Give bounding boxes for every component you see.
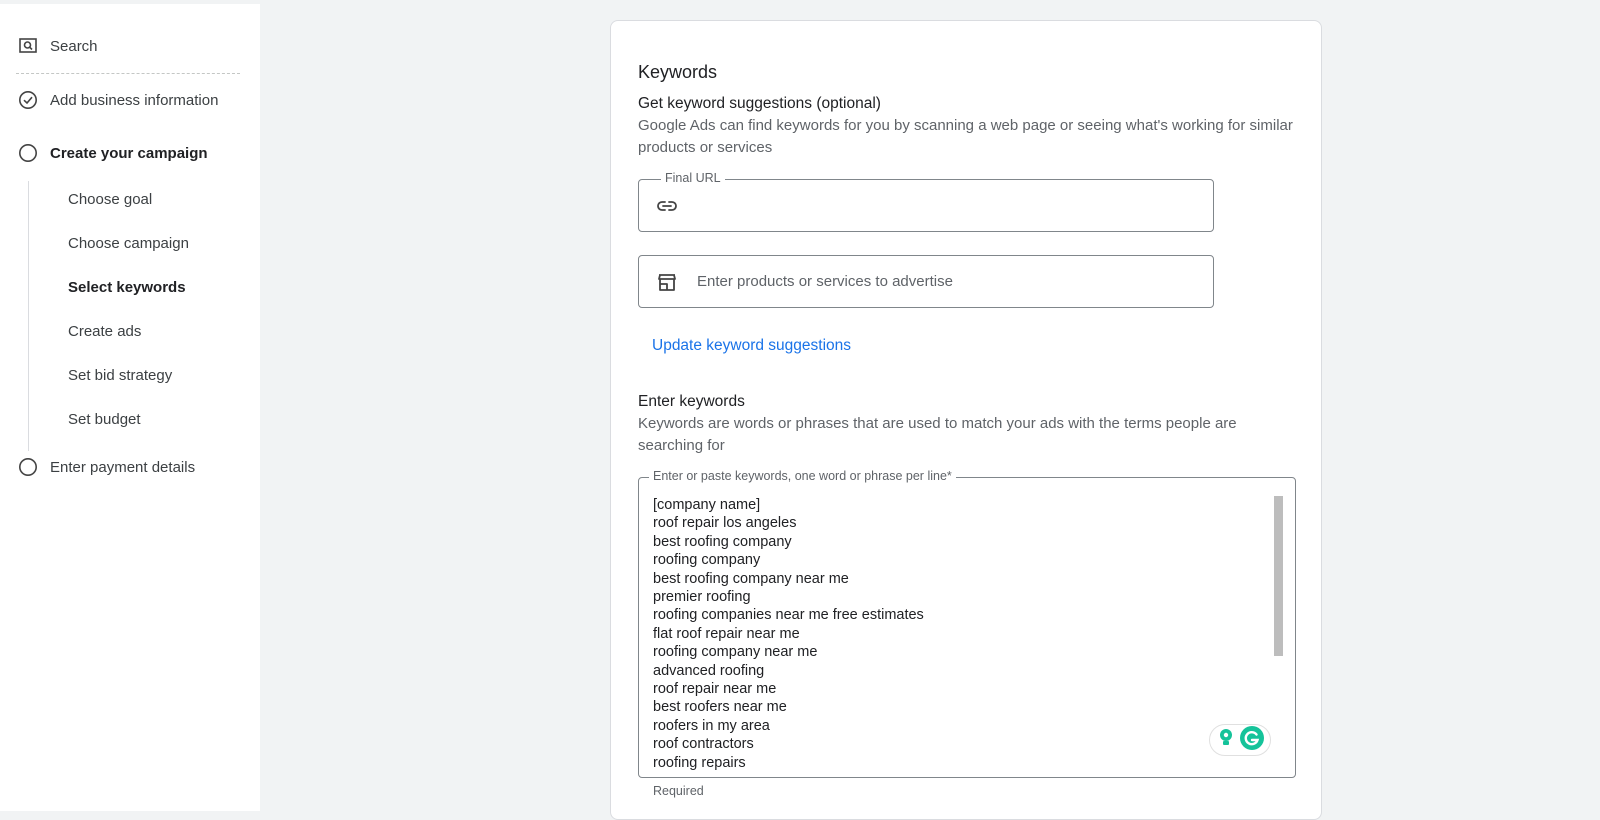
final-url-input[interactable]	[697, 197, 1177, 214]
keyword-line: roof contractors	[653, 736, 754, 753]
check-circle-icon	[18, 90, 38, 110]
step-label: Create your campaign	[50, 144, 208, 162]
keyword-line: [company name]	[653, 497, 761, 513]
keyword-line: best roofers near me	[653, 699, 787, 716]
grammarly-icon[interactable]	[1239, 725, 1265, 756]
keywords-card	[610, 20, 1322, 820]
card-title: Keywords	[638, 62, 718, 82]
keywords-list[interactable]	[653, 496, 1253, 771]
keywords-box-label: Enter or paste keywords, one word or phrase per line*	[649, 469, 956, 483]
keyword-line: roofing company near me	[653, 644, 818, 661]
suggestions-title: Get keyword suggestions (optional)	[638, 95, 881, 112]
keyword-line: roofing companies near me free estimates	[653, 607, 924, 624]
substep-set-budget[interactable]: Set budget	[68, 411, 141, 428]
circle-icon	[18, 143, 38, 163]
final-url-field[interactable]	[638, 171, 1214, 232]
step-add-business[interactable]	[18, 90, 218, 110]
search-icon	[18, 36, 38, 56]
substep-create-ads[interactable]: Create ads	[68, 323, 142, 340]
enter-keywords-desc: Keywords are words or phrases that are used to match your ads with the terms people are searching for	[638, 415, 1237, 454]
lightbulb-icon[interactable]	[1216, 727, 1236, 754]
required-helper: Required	[653, 784, 704, 798]
keyword-line: best roofing company	[653, 533, 792, 550]
enter-keywords-title: Enter keywords	[638, 393, 745, 410]
search-label: Search	[50, 37, 98, 55]
keyword-line: premier roofing	[653, 589, 751, 606]
keyword-line: flat roof repair near me	[653, 625, 800, 642]
sidebar-divider	[16, 73, 240, 74]
circle-icon	[18, 457, 38, 477]
keyword-line: advanced roofing	[653, 662, 765, 679]
step-label: Add business information	[50, 91, 219, 109]
substep-select-keywords[interactable]: Select keywords	[68, 279, 186, 296]
substep-set-bid-strategy[interactable]: Set bid strategy	[68, 367, 173, 384]
grammarly-widget[interactable]	[1209, 724, 1271, 756]
substeps-line	[28, 181, 29, 451]
keyword-line: roofing company	[653, 552, 761, 569]
final-url-label: Final URL	[661, 171, 725, 185]
link-icon	[655, 194, 679, 218]
keyword-line: roofing repairs	[653, 754, 746, 771]
keywords-textarea[interactable]	[638, 469, 1296, 778]
products-field[interactable]	[638, 255, 1214, 308]
step-create-campaign[interactable]	[18, 143, 208, 163]
search-step[interactable]	[18, 36, 98, 56]
storefront-icon	[655, 270, 679, 294]
substep-choose-campaign[interactable]: Choose campaign	[68, 235, 189, 252]
step-payment[interactable]	[18, 457, 195, 477]
sidebar	[0, 4, 260, 811]
keyword-line: roof repair los angeles	[653, 515, 797, 532]
substep-choose-goal[interactable]: Choose goal	[68, 191, 153, 208]
products-input[interactable]	[697, 273, 1177, 290]
step-label: Enter payment details	[50, 458, 196, 476]
keyword-line: roofers in my area	[653, 717, 770, 734]
keyword-line: best roofing company near me	[653, 570, 849, 587]
update-suggestions-button[interactable]: Update keyword suggestions	[652, 337, 852, 354]
suggestions-desc: Google Ads can find keywords for you by scanning a web page or seeing what's working for similar products or services	[638, 117, 1293, 156]
keyword-line: roof repair near me	[653, 681, 777, 698]
keywords-scrollbar[interactable]	[1274, 496, 1283, 656]
